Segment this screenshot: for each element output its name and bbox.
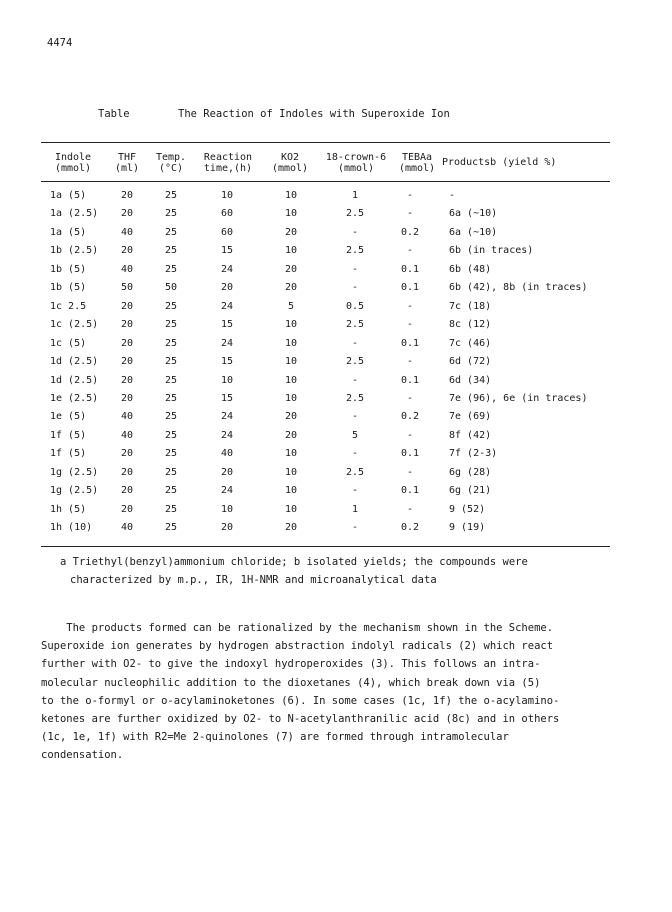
cell-ko2: 10: [284, 356, 298, 368]
cell-temp: 25: [164, 485, 178, 497]
cell-teba: -: [406, 245, 414, 257]
cell-ko2: 20: [284, 429, 298, 441]
cell-crown: -: [351, 337, 359, 349]
cell-teba: 0.1: [400, 337, 420, 349]
cell-crown: 2.5: [345, 319, 365, 331]
cell-teba: -: [406, 300, 414, 312]
paragraph-line: condensation.: [41, 749, 124, 762]
cell-time: 60: [220, 226, 234, 238]
cell-ko2: 10: [284, 503, 298, 515]
cell-ko2: 10: [284, 485, 298, 497]
cell-thf: 40: [120, 429, 134, 441]
paragraph-line: The products formed can be rationalized by the mechanism shown in the Scheme.: [41, 622, 554, 634]
cell-temp: 25: [164, 503, 178, 515]
cell-temp: 25: [164, 190, 178, 201]
paragraph-line: (1c, 1e, 1f) with R2=Me 2-quinolones (7) are formed through intramolecular: [41, 731, 509, 744]
cell-crown: -: [351, 282, 359, 294]
col-header-products: Productsb (yield %): [442, 157, 557, 168]
cell-products: 7c (46): [449, 337, 492, 349]
cell-thf: 20: [120, 190, 134, 201]
cell-ko2: 10: [284, 448, 298, 460]
cell-thf: 40: [120, 411, 134, 423]
table-bottom-rule: [41, 546, 610, 547]
cell-temp: 25: [164, 429, 178, 441]
cell-teba: -: [406, 392, 414, 404]
cell-teba: 0.1: [400, 448, 420, 460]
cell-time: 24: [220, 337, 234, 349]
cell-crown: 2.5: [345, 208, 365, 220]
cell-indole: 1a (2.5): [50, 208, 99, 220]
cell-crown: 2.5: [345, 356, 365, 368]
cell-temp: 25: [164, 411, 178, 423]
cell-thf: 20: [120, 466, 134, 478]
cell-products: 6g (21): [449, 485, 492, 497]
cell-time: 24: [220, 411, 234, 423]
cell-products: 6a (~10): [449, 208, 498, 220]
cell-products: 7e (69): [449, 411, 492, 423]
col-header-teba: TEBAa (mmol): [398, 152, 436, 174]
paragraph-line: ketones are further oxidized by O2- to N-acetylanthranilic acid (8c) and in others: [41, 713, 560, 725]
cell-teba: 0.2: [400, 522, 420, 534]
cell-thf: 40: [120, 226, 134, 238]
cell-thf: 20: [120, 392, 134, 404]
cell-time: 24: [220, 429, 234, 441]
cell-ko2: 10: [284, 374, 298, 386]
cell-crown: 5: [351, 429, 359, 441]
cell-indole: 1e (2.5): [50, 392, 99, 404]
cell-products: 6g (28): [449, 466, 492, 478]
cell-indole: 1a (5): [50, 226, 87, 238]
cell-ko2: 10: [284, 392, 298, 404]
cell-ko2: 20: [284, 226, 298, 238]
cell-crown: -: [351, 485, 359, 497]
cell-time: 20: [220, 282, 234, 294]
cell-teba: -: [406, 466, 414, 478]
cell-products: 6b (in traces): [449, 245, 534, 257]
cell-indole: 1e (5): [50, 411, 87, 423]
cell-time: 20: [220, 522, 234, 534]
cell-thf: 20: [120, 208, 134, 220]
paragraph-line: to the o-formyl or o-acylaminoketones (6). In some cases (1c, 1f) the o-acylamino-: [41, 694, 560, 707]
cell-products: 6d (72): [449, 356, 492, 368]
cell-crown: -: [351, 411, 359, 423]
cell-thf: 40: [120, 263, 134, 275]
cell-products: 7e (96), 6e (in traces): [449, 392, 588, 404]
paragraph-line: Superoxide ion generates by hydrogen abstraction indolyl radicals (2) which react: [41, 640, 554, 653]
cell-time: 15: [220, 356, 234, 368]
cell-thf: 20: [120, 503, 134, 515]
page-number: 4474: [47, 37, 73, 49]
cell-time: 20: [220, 466, 234, 478]
cell-teba: -: [406, 319, 414, 331]
cell-crown: 1: [351, 503, 359, 515]
cell-crown: -: [351, 263, 359, 275]
cell-temp: 25: [164, 319, 178, 331]
cell-temp: 25: [164, 337, 178, 349]
footnote-line-2: characterized by m.p., IR, 1H-NMR and microanalytical data: [70, 574, 437, 586]
cell-ko2: 10: [284, 245, 298, 257]
cell-products: 8c (12): [449, 319, 492, 331]
cell-indole: 1d (2.5): [50, 356, 99, 368]
cell-indole: 1b (2.5): [50, 245, 99, 257]
cell-time: 60: [220, 208, 234, 220]
cell-products: 6b (42), 8b (in traces): [449, 282, 588, 294]
cell-indole: 1h (5): [50, 503, 87, 515]
cell-thf: 20: [120, 448, 134, 460]
paragraph-line: further with O2- to give the indoxyl hydroperoxides (3). This follows an intra-: [41, 658, 541, 671]
cell-crown: 0.5: [345, 300, 365, 312]
cell-thf: 40: [120, 522, 134, 534]
col-header-temp: Temp. (°C): [155, 152, 187, 174]
table-title: The Reaction of Indoles with Superoxide Ion: [178, 108, 450, 120]
cell-time: 24: [220, 485, 234, 497]
cell-time: 24: [220, 263, 234, 275]
cell-teba: 0.2: [400, 226, 420, 238]
cell-indole: 1c (5): [50, 337, 87, 349]
table-header-rule: [41, 181, 610, 182]
cell-thf: 20: [120, 356, 134, 368]
cell-crown: -: [351, 374, 359, 386]
cell-thf: 20: [120, 300, 134, 312]
cell-products: 9 (19): [449, 522, 486, 534]
cell-products: 6b (48): [449, 263, 492, 275]
cell-teba: 0.1: [400, 485, 420, 497]
cell-crown: 2.5: [345, 392, 365, 404]
cell-temp: 25: [164, 356, 178, 368]
cell-time: 10: [220, 190, 234, 201]
cell-temp: 25: [164, 245, 178, 257]
cell-indole: 1d (2.5): [50, 374, 99, 386]
cell-products: 7c (18): [449, 300, 492, 312]
footnote-line-1: a Triethyl(benzyl)ammonium chloride; b isolated yields; the compounds were: [60, 556, 528, 568]
cell-ko2: 20: [284, 411, 298, 423]
cell-ko2: 10: [284, 337, 298, 349]
cell-crown: -: [351, 226, 359, 238]
col-header-crown: 18-crown-6 (mmol): [325, 152, 387, 174]
cell-products: 8f (42): [449, 429, 492, 441]
cell-temp: 25: [164, 226, 178, 238]
cell-temp: 25: [164, 374, 178, 386]
cell-time: 10: [220, 503, 234, 515]
cell-thf: 20: [120, 485, 134, 497]
cell-time: 15: [220, 245, 234, 257]
cell-time: 24: [220, 300, 234, 312]
col-header-ko2: KO2 (mmol): [271, 152, 309, 174]
cell-crown: -: [351, 448, 359, 460]
col-header-thf: THF (ml): [114, 152, 140, 174]
cell-indole: 1g (2.5): [50, 485, 99, 497]
cell-ko2: 20: [284, 263, 298, 275]
cell-products: -: [449, 190, 456, 201]
cell-teba: -: [406, 429, 414, 441]
cell-thf: 20: [120, 319, 134, 331]
cell-indole: 1b (5): [50, 263, 87, 275]
cell-ko2: 10: [284, 190, 298, 201]
cell-ko2: 10: [284, 208, 298, 220]
cell-crown: -: [351, 522, 359, 534]
cell-teba: -: [406, 503, 414, 515]
cell-temp: 25: [164, 263, 178, 275]
cell-indole: 1g (2.5): [50, 466, 99, 478]
cell-indole: 1f (5): [50, 429, 87, 441]
cell-temp: 25: [164, 448, 178, 460]
cell-products: 9 (52): [449, 503, 486, 515]
cell-temp: 50: [164, 282, 178, 294]
cell-teba: 0.1: [400, 374, 420, 386]
cell-crown: 2.5: [345, 466, 365, 478]
paragraph-line: molecular nucleophilic addition to the dioxetanes (4), which break down via (5): [41, 676, 541, 689]
cell-teba: -: [406, 208, 414, 220]
cell-time: 40: [220, 448, 234, 460]
cell-temp: 25: [164, 466, 178, 478]
cell-ko2: 20: [284, 282, 298, 294]
cell-thf: 20: [120, 374, 134, 386]
cell-teba: 0.1: [400, 263, 420, 275]
cell-time: 15: [220, 319, 234, 331]
cell-temp: 25: [164, 208, 178, 220]
cell-teba: -: [406, 190, 414, 201]
cell-indole: 1c (2.5): [50, 319, 99, 331]
cell-time: 10: [220, 374, 234, 386]
table-label: Table: [98, 108, 130, 120]
cell-ko2: 10: [284, 319, 298, 331]
cell-products: 6d (34): [449, 374, 492, 386]
cell-indole: 1b (5): [50, 282, 87, 294]
cell-ko2: 20: [284, 522, 298, 534]
cell-crown: 1: [351, 190, 359, 201]
col-header-indole: Indole (mmol): [54, 152, 92, 174]
cell-products: 7f (2-3): [449, 448, 498, 460]
cell-indole: 1f (5): [50, 448, 87, 460]
cell-teba: -: [406, 356, 414, 368]
cell-thf: 20: [120, 337, 134, 349]
col-header-time: Reaction time,(h): [203, 152, 253, 174]
cell-thf: 50: [120, 282, 134, 294]
cell-temp: 25: [164, 392, 178, 404]
cell-time: 15: [220, 392, 234, 404]
cell-teba: 0.2: [400, 411, 420, 423]
cell-indole: 1a (5): [50, 190, 87, 201]
cell-indole: 1h (10): [50, 522, 93, 534]
cell-products: 6a (~10): [449, 226, 498, 238]
cell-teba: 0.1: [400, 282, 420, 294]
cell-crown: 2.5: [345, 245, 365, 257]
cell-ko2: 5: [287, 300, 295, 312]
cell-ko2: 10: [284, 466, 298, 478]
cell-temp: 25: [164, 522, 178, 534]
cell-temp: 25: [164, 300, 178, 312]
cell-indole: 1c 2.5: [50, 300, 87, 312]
cell-thf: 20: [120, 245, 134, 257]
table-top-rule: [41, 142, 610, 143]
